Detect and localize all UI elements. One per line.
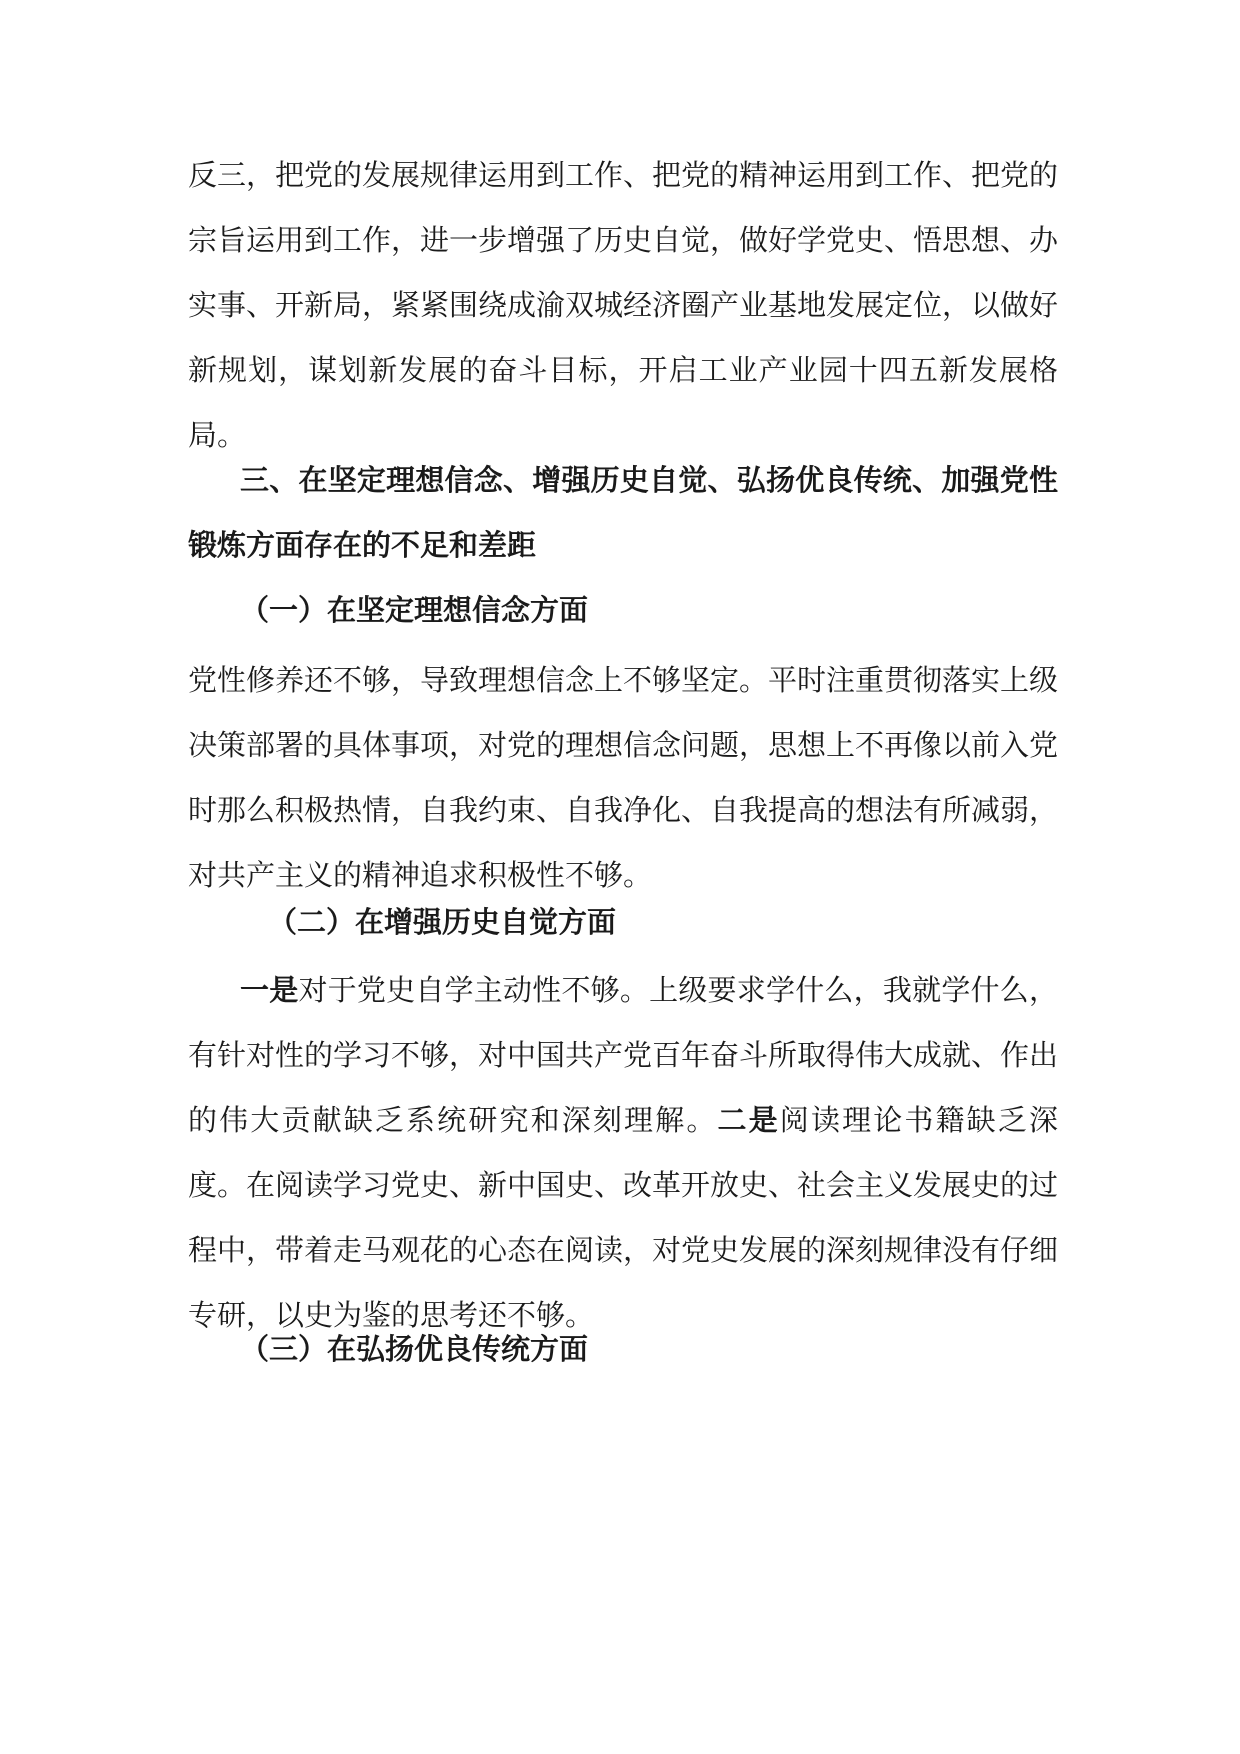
subsection-two-body xyxy=(188,958,1058,1348)
subsection-two-title: （二）在增强历史自觉方面 xyxy=(268,905,617,939)
paragraph-continuation: 反三，把党的发展规律运用到工作、把党的精神运用到工作、把党的宗旨运用到工作，进一步增强了历史自觉，做好学党史、悟思想、办实事、开新局，紧紧围绕成渝双城经济圈产业基地发展定位，以做好新规划，谋划新发展的奋斗目标，开启工业产业园十四五新发展格局。 xyxy=(188,158,1059,452)
subsection-three-title: （三）在弘扬优良传统方面 xyxy=(240,1332,589,1366)
subsection-one-title: （一）在坚定理想信念方面 xyxy=(240,593,589,627)
subsection-two-text-two: 阅读理论书籍缺乏深度。在阅读学习党史、新中国史、改革开放史、社会主义发展史的过程中，带着走马观花的心态在阅读，对党史发展的深刻规律没有仔细专研，以史为鉴的思考还不够。 xyxy=(188,1103,1059,1332)
section-three-heading: 三、在坚定理想信念、增强历史自觉、弘扬优良传统、加强党性锻炼方面存在的不足和差距 xyxy=(188,463,1058,562)
lead-one: 一是 xyxy=(240,973,299,1007)
subsection-one-body: 党性修养还不够，导致理想信念上不够坚定。平时注重贯彻落实上级决策部署的具体事项，对党的理想信念问题，思想上不再像以前入党时那么积极热情，自我约束、自我净化、自我提高的想法有所减弱，对共产主义的精神追求积极性不够。 xyxy=(188,663,1059,892)
subsection-two-text-one: 对于党史自学主动性不够。上级要求学什么，我就学什么，有针对性的学习不够，对中国共产党百年奋斗所取得伟大成就、作出的伟大贡献缺乏系统研究和深刻理解。 xyxy=(188,973,1059,1137)
lead-two: 二是 xyxy=(717,1103,780,1137)
